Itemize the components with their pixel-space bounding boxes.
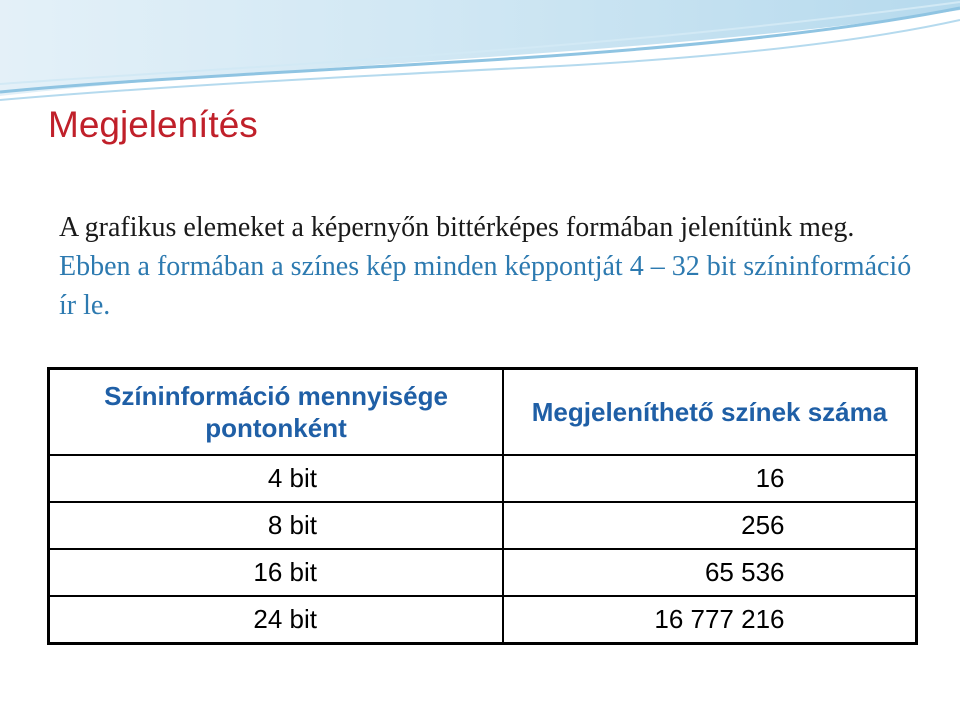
table-row — [49, 596, 917, 644]
slide-title: Megjelenítés — [48, 104, 258, 145]
color-depth-table — [47, 367, 918, 645]
colors-value: 256 — [741, 510, 785, 540]
colors-value: 16 — [755, 463, 785, 493]
bits-value: 16 bit — [253, 557, 317, 587]
table-row — [49, 549, 917, 596]
paragraph-part-1: A grafikus elemeket a képernyőn bittérképes formában jelenítünk meg. — [59, 212, 855, 243]
table-cell-colors — [503, 502, 917, 549]
table-row — [49, 502, 917, 549]
table-cell-bits — [49, 596, 504, 644]
table-cell-bits — [49, 455, 504, 502]
colors-value: 65 536 — [704, 557, 785, 587]
decorative-wave-banner — [0, 0, 960, 110]
colors-value: 16 777 216 — [654, 604, 785, 634]
bits-value: 24 bit — [253, 604, 317, 634]
table-header-row — [49, 369, 917, 456]
slide-paragraph — [59, 208, 919, 325]
table-cell-colors — [503, 455, 917, 502]
table-cell-colors — [503, 549, 917, 596]
header-color-information: Színinformáció mennyisége pontonként — [49, 369, 504, 456]
paragraph-part-2: Ebben a formában a színes kép minden képpontját 4 – 32 bit színinformáció ír le. — [59, 251, 912, 321]
bits-value: 8 bit — [267, 510, 317, 540]
table-row — [49, 455, 917, 502]
color-depth-table-container — [47, 367, 918, 645]
header-displayable-colors: Megjeleníthető színek száma — [503, 369, 917, 456]
table-cell-bits — [49, 549, 504, 596]
bits-value: 4 bit — [267, 463, 317, 493]
table-cell-bits — [49, 502, 504, 549]
table-cell-colors — [503, 596, 917, 644]
